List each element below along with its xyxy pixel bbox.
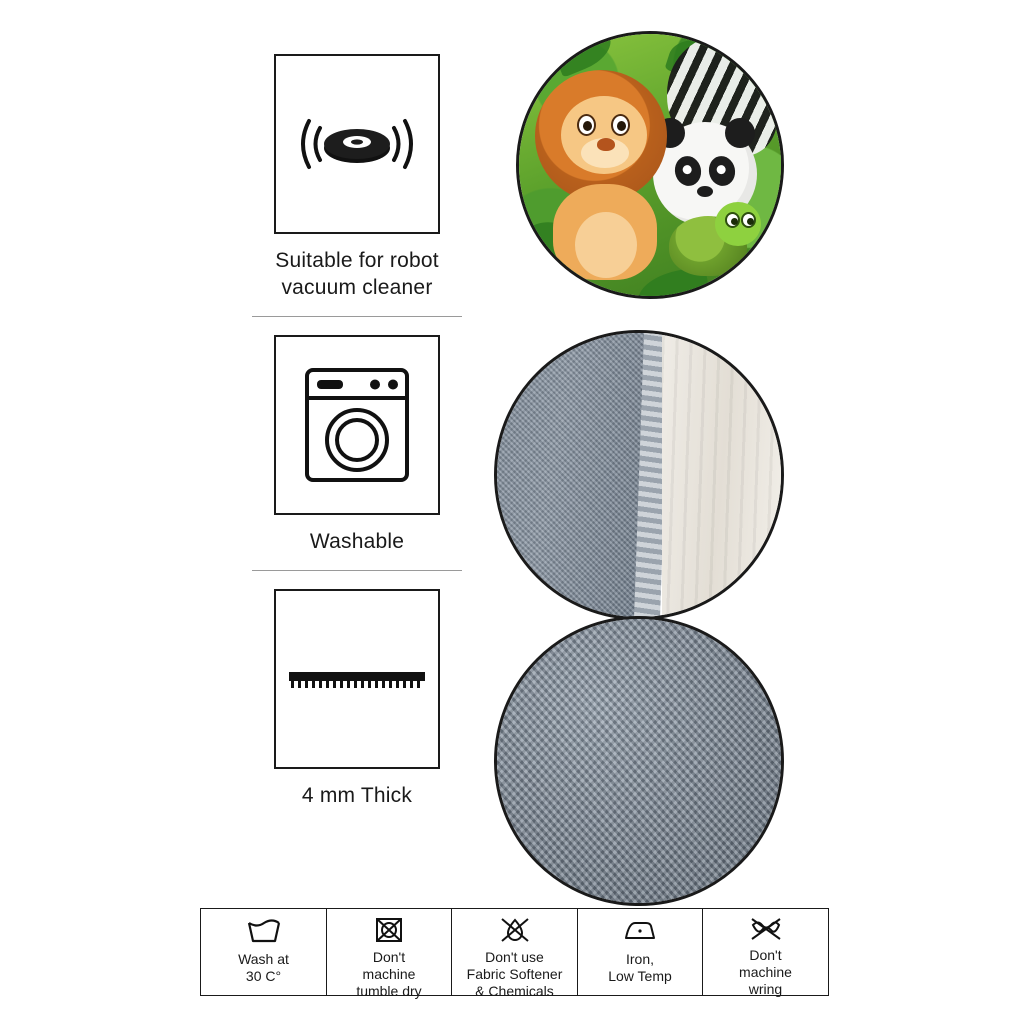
no-wring-icon xyxy=(747,916,785,942)
lion-pupil xyxy=(617,121,626,131)
turtle-pupil xyxy=(747,218,754,225)
care-item-wash-30 xyxy=(200,908,327,996)
care-label xyxy=(604,951,676,985)
thickness-bar-icon xyxy=(287,664,427,694)
feature-thickness xyxy=(232,589,482,810)
washing-machine-icon xyxy=(301,364,413,486)
iron-low-temp-icon xyxy=(621,916,659,946)
care-label-line1: Iron, xyxy=(625,951,654,967)
no-tumble-dry-icon xyxy=(372,916,406,944)
care-label-line1: Don't xyxy=(372,949,406,965)
care-label xyxy=(352,949,425,1000)
care-label-line3: & Chemicals xyxy=(475,983,554,1000)
care-item-iron-low-temp xyxy=(577,908,704,996)
panda-nose xyxy=(697,186,713,197)
care-item-no-wring xyxy=(702,908,829,996)
rug-edge-closeup xyxy=(494,330,784,620)
feature-caption-line1: Suitable for robot xyxy=(275,249,439,272)
panda-pupil xyxy=(682,164,693,175)
rug-backing-texture xyxy=(497,333,645,617)
care-label-line2: Low Temp xyxy=(608,968,672,985)
lion-nose xyxy=(597,138,615,151)
rug-print-closeup xyxy=(516,31,784,299)
wood-floor-surface xyxy=(662,333,781,617)
panda-ear xyxy=(725,118,755,148)
care-label-line2: machine xyxy=(362,966,416,983)
care-label-line3: tumble dry xyxy=(356,983,422,1000)
feature-divider xyxy=(252,570,462,571)
turtle-eye xyxy=(725,212,740,228)
wash-30-icon xyxy=(245,916,283,946)
panda-eye xyxy=(672,154,704,189)
turtle-pupil xyxy=(731,218,738,225)
turtle-eye xyxy=(741,212,756,228)
care-label-line3: wring xyxy=(748,981,783,998)
feature-icon-box xyxy=(274,335,440,515)
panda-pupil xyxy=(716,164,727,175)
care-label xyxy=(463,949,567,1000)
feature-caption-line1: Washable xyxy=(309,529,405,553)
feature-caption xyxy=(310,529,404,556)
care-label-line2: machine xyxy=(739,964,792,981)
rug-backing-closeup xyxy=(494,616,784,906)
feature-divider xyxy=(252,316,462,317)
feature-washable xyxy=(232,335,482,556)
woven-texture xyxy=(497,619,781,903)
care-label-line1: Wash at xyxy=(238,951,289,967)
care-label-line2: 30 C° xyxy=(245,968,282,985)
panda-eye xyxy=(706,154,738,189)
care-instructions-row xyxy=(200,908,828,1000)
turtle-head xyxy=(715,202,761,246)
no-softener-icon xyxy=(498,916,532,944)
care-label-line1: Don't use xyxy=(485,949,544,965)
feature-caption xyxy=(275,248,439,302)
feature-caption xyxy=(302,783,412,810)
lion-eye xyxy=(611,114,630,136)
care-item-no-fabric-softener xyxy=(451,908,578,1000)
feature-icon-box xyxy=(274,589,440,769)
feature-caption-line1: 4 mm Thick xyxy=(301,783,413,807)
care-item-no-tumble-dry xyxy=(326,908,453,1000)
lion-pupil xyxy=(583,121,592,131)
care-label xyxy=(735,947,796,998)
care-label xyxy=(234,951,293,985)
feature-robot-vacuum xyxy=(232,40,482,302)
robot-vacuum-icon xyxy=(298,108,416,180)
care-label-line2: Fabric Softener xyxy=(466,966,563,983)
feature-caption-line2: vacuum cleaner xyxy=(281,275,433,299)
lion-belly xyxy=(575,212,637,278)
care-label-line1: Don't xyxy=(749,947,782,963)
lion-eye xyxy=(577,114,596,136)
feature-list xyxy=(232,40,482,810)
feature-icon-box xyxy=(274,54,440,234)
